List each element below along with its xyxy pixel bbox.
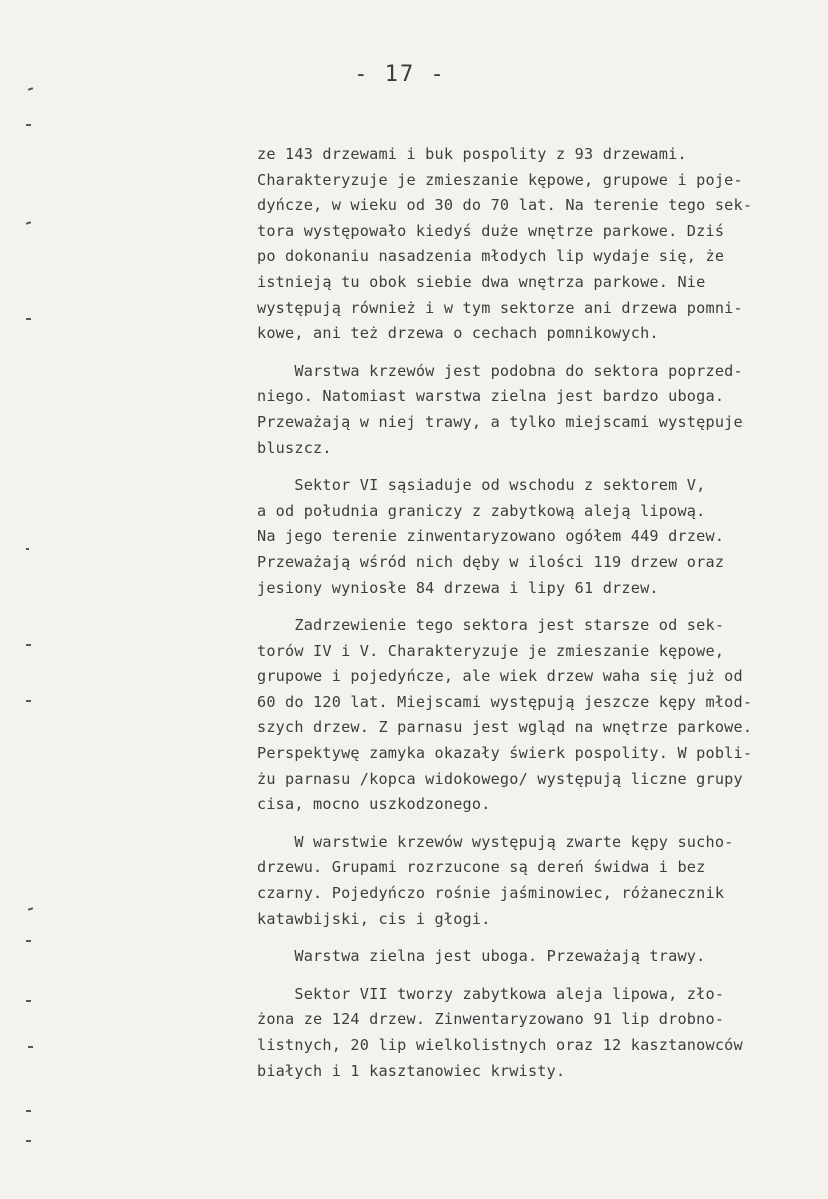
margin-mark <box>26 221 31 225</box>
paragraph <box>257 613 822 818</box>
text-line: torów IV i V. Charakteryzuje je zmieszanie kępowe, <box>257 641 725 660</box>
text-line: szych drzew. Z parnasu jest wgląd na wnętrze parkowe. <box>257 718 753 737</box>
paragraph <box>257 944 822 970</box>
margin-mark <box>26 1000 31 1002</box>
margin-mark <box>26 548 29 550</box>
text-line: białych i 1 kasztanowiec krwisty. <box>257 1061 566 1080</box>
text-line: Przeważają w niej trawy, a tylko miejscami występuje <box>257 412 743 431</box>
text-line: ze 143 drzewami i buk pospolity z 93 drzewami. <box>257 145 687 163</box>
text-line: Zadrzewienie tego sektora jest starsze od sek- <box>257 616 725 635</box>
text-line: dyńcze, w wieku od 30 do 70 lat. Na terenie tego sek- <box>257 196 753 215</box>
text-line: istnieją tu obok siebie dwa wnętrza parkowe. Nie <box>257 272 706 291</box>
margin-mark <box>26 318 31 320</box>
text-line: Charakteryzuje je zmieszanie kępowe, grupowe i poje- <box>257 170 743 189</box>
text-line: tora występowało kiedyś duże wnętrze parkowe. Dziś <box>257 221 725 240</box>
margin-mark <box>26 1110 31 1112</box>
text-line: grupowe i pojedyńcze, ale wiek drzew waha się już od <box>257 667 743 686</box>
page-number: - 17 - <box>354 62 446 87</box>
text-line: niego. Natomiast warstwa zielna jest bardzo uboga. <box>257 387 725 406</box>
text-line: bluszcz. <box>257 438 332 457</box>
margin-mark <box>26 940 31 942</box>
text-line: a od południa graniczy z zabytkową aleją lipową. <box>257 501 706 520</box>
margin-mark <box>28 1046 33 1048</box>
text-line: żona ze 124 drzew. Zinwentaryzowano 91 lip drobno- <box>257 1010 725 1029</box>
text-line: kowe, ani też drzewa o cechach pomnikowych. <box>257 324 659 343</box>
margin-mark <box>26 644 31 646</box>
text-line: Sektor VI sąsiaduje od wschodu z sektorem V, <box>257 476 706 495</box>
body-text <box>257 142 822 1096</box>
text-line: Na jego terenie zinwentaryzowano ogółem 449 drzew. <box>257 527 725 546</box>
margin-mark <box>28 907 33 911</box>
margin-mark <box>26 124 31 126</box>
text-line: Perspektywę zamyka okazały świerk pospolity. W pobli- <box>257 744 753 763</box>
margin-mark <box>26 700 31 702</box>
text-line: W warstwie krzewów występują zwarte kępy sucho- <box>257 832 734 851</box>
paragraph <box>257 473 822 601</box>
text-line: jesiony wyniosłe 84 drzewa i lipy 61 drzew. <box>257 578 659 597</box>
text-line: Warstwa krzewów jest podobna do sektora poprzed- <box>257 361 743 380</box>
paragraph <box>257 982 822 1084</box>
text-line: żu parnasu /kopca widokowego/ występują liczne grupy <box>257 769 743 788</box>
paragraph <box>257 830 822 932</box>
text-line: listnych, 20 lip wielkolistnych oraz 12 kasztanowców <box>257 1036 743 1054</box>
text-line: katawbijski, cis i głogi. <box>257 909 491 928</box>
text-line: 60 do 120 lat. Miejscami występują jeszcze kępy młod- <box>257 692 753 711</box>
text-line: Przeważają wśród nich dęby w ilości 119 drzew oraz <box>257 552 725 571</box>
margin-mark <box>28 87 33 91</box>
text-line: występują również i w tym sektorze ani drzewa pomni- <box>257 298 743 317</box>
paragraph <box>257 142 822 347</box>
text-line: czarny. Pojedyńczo rośnie jaśminowiec, różanecznik <box>257 884 725 903</box>
text-line: drzewu. Grupami rozrzucone są dereń świdwa i bez <box>257 858 706 877</box>
text-line: po dokonaniu nasadzenia młodych lip wydaje się, że <box>257 247 725 266</box>
paragraph <box>257 359 822 461</box>
text-line: Sektor VII tworzy zabytkowa aleja lipowa, zło- <box>257 984 725 1003</box>
margin-mark <box>26 1140 31 1142</box>
text-line: cisa, mocno uszkodzonego. <box>257 795 491 814</box>
text-line: Warstwa zielna jest uboga. Przeważają trawy. <box>257 947 706 966</box>
